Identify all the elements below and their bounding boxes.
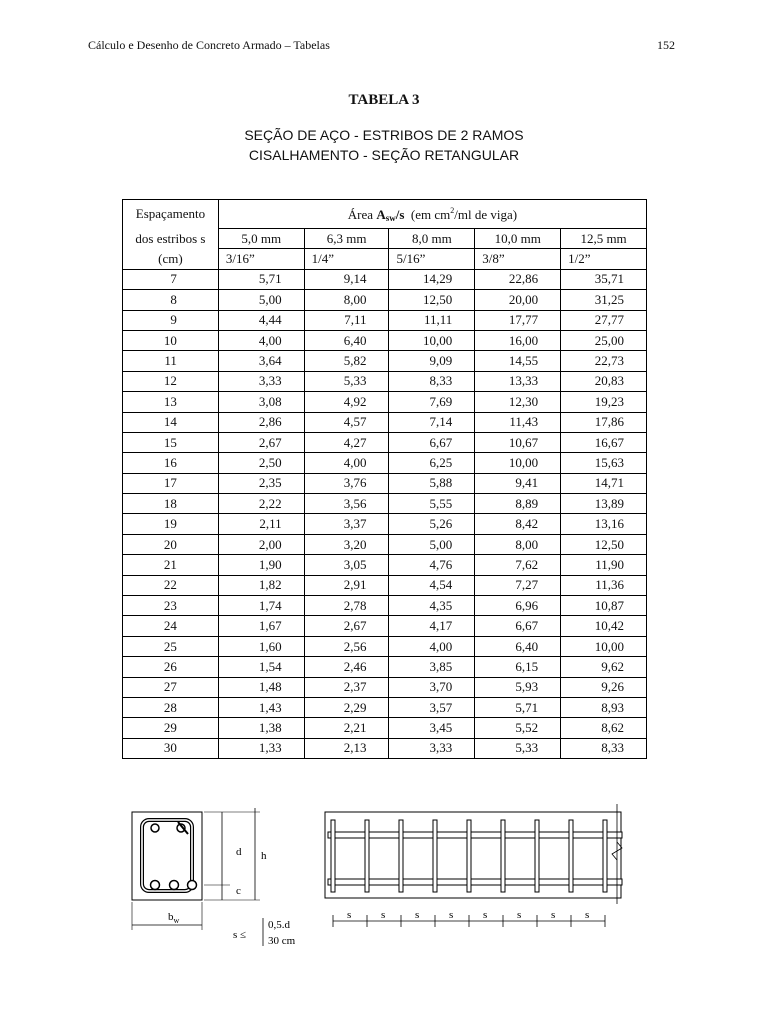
spacing-cell: 11 (123, 351, 219, 371)
spacing-cell: 28 (123, 697, 219, 717)
stirrup-leg (331, 820, 335, 892)
label-c: c (236, 885, 241, 897)
spacing-cell: 24 (123, 616, 219, 636)
spacing-cell: 21 (123, 555, 219, 575)
diameter-mm: 6,3 mm (304, 229, 389, 249)
area-cell: 3,57 (389, 697, 475, 717)
top-longitudinal-bar (328, 832, 622, 838)
bottom-bar (170, 881, 179, 890)
table-row (123, 290, 647, 310)
table-row (123, 534, 647, 554)
label-d: d (236, 846, 242, 858)
limit-half-d: 0,5.d (268, 919, 290, 931)
area-cell: 22,73 (561, 351, 647, 371)
table-row (123, 371, 647, 391)
spacing-cell: 12 (123, 371, 219, 391)
stirrup-leg (569, 820, 573, 892)
top-bar (151, 824, 159, 832)
area-cell: 1,38 (218, 718, 304, 738)
area-cell: 6,67 (475, 616, 561, 636)
spacing-header-line-3: (cm) (123, 249, 219, 269)
area-cell: 14,29 (389, 269, 475, 289)
diameter-inch: 5/16” (389, 249, 475, 269)
area-cell: 3,05 (304, 555, 389, 575)
spacing-cell: 10 (123, 330, 219, 350)
table-row (123, 616, 647, 636)
area-cell: 11,90 (561, 555, 647, 575)
area-cell: 2,46 (304, 657, 389, 677)
spacing-cell: 16 (123, 453, 219, 473)
stirrup-detail-figure (120, 796, 640, 956)
table-row (123, 432, 647, 452)
table-row (123, 473, 647, 493)
diameter-mm: 8,0 mm (389, 229, 475, 249)
area-cell: 6,96 (475, 596, 561, 616)
area-cell: 3,56 (304, 494, 389, 514)
diameter-mm: 12,5 mm (561, 229, 647, 249)
area-cell: 1,74 (218, 596, 304, 616)
area-cell: 1,90 (218, 555, 304, 575)
bottom-longitudinal-bar (328, 879, 622, 885)
area-cell: 2,00 (218, 534, 304, 554)
stirrup-leg (603, 820, 607, 892)
diameter-inch: 3/16” (218, 249, 304, 269)
spacing-header-line-2: dos estribos s (123, 229, 219, 249)
area-cell: 7,62 (475, 555, 561, 575)
area-cell: 14,71 (561, 473, 647, 493)
area-cell: 16,67 (561, 432, 647, 452)
spacing-label: s (449, 909, 454, 921)
area-cell: 2,56 (304, 636, 389, 656)
spacing-cell: 17 (123, 473, 219, 493)
area-cell: 5,26 (389, 514, 475, 534)
table-row (123, 657, 647, 677)
area-cell: 2,35 (218, 473, 304, 493)
spacing-header-line-1: Espaçamento (123, 200, 219, 229)
table-row (123, 677, 647, 697)
area-header (218, 200, 646, 229)
area-cell: 9,09 (389, 351, 475, 371)
area-cell: 8,33 (389, 371, 475, 391)
area-cell: 1,33 (218, 738, 304, 758)
area-symbol: A (376, 206, 386, 222)
area-cell: 25,00 (561, 330, 647, 350)
area-cell: 2,91 (304, 575, 389, 595)
area-cell: 1,54 (218, 657, 304, 677)
area-cell: 6,15 (475, 657, 561, 677)
bottom-bar (151, 881, 160, 890)
area-cell: 2,50 (218, 453, 304, 473)
area-cell: 3,08 (218, 392, 304, 412)
label-bw-main: b (168, 911, 174, 923)
spacing-cell: 14 (123, 412, 219, 432)
area-cell: 15,63 (561, 453, 647, 473)
area-unit-after: /ml de viga) (454, 206, 518, 222)
area-symbol-sub: sw (385, 212, 396, 223)
area-cell: 1,67 (218, 616, 304, 636)
area-cell: 5,71 (475, 697, 561, 717)
area-cell: 3,45 (389, 718, 475, 738)
stirrup-leg (399, 820, 403, 892)
diameter-inch: 3/8” (475, 249, 561, 269)
diameter-inch: 1/2” (561, 249, 647, 269)
area-cell: 1,43 (218, 697, 304, 717)
spacing-cell: 25 (123, 636, 219, 656)
area-cell: 2,67 (304, 616, 389, 636)
area-cell: 11,43 (475, 412, 561, 432)
area-unit-sup: 2 (450, 205, 455, 215)
area-cell: 3,37 (304, 514, 389, 534)
steel-area-table (122, 199, 647, 759)
area-cell: 10,67 (475, 432, 561, 452)
area-cell: 6,67 (389, 432, 475, 452)
table-row (123, 269, 647, 289)
area-cell: 7,11 (304, 310, 389, 330)
table-row (123, 596, 647, 616)
area-cell: 2,13 (304, 738, 389, 758)
spacing-cell: 30 (123, 738, 219, 758)
area-cell: 13,33 (475, 371, 561, 391)
spacing-cell: 18 (123, 494, 219, 514)
area-cell: 1,48 (218, 677, 304, 697)
area-cell: 10,42 (561, 616, 647, 636)
area-cell: 14,55 (475, 351, 561, 371)
area-cell: 2,11 (218, 514, 304, 534)
area-cell: 27,77 (561, 310, 647, 330)
area-cell: 2,67 (218, 432, 304, 452)
running-header: Cálculo e Desenho de Concreto Armado – Tabelas (88, 38, 330, 52)
area-cell: 8,00 (304, 290, 389, 310)
area-cell: 17,77 (475, 310, 561, 330)
area-cell: 5,88 (389, 473, 475, 493)
area-cell: 4,27 (304, 432, 389, 452)
bottom-bar (188, 881, 197, 890)
table-row (123, 514, 647, 534)
area-cell: 10,00 (561, 636, 647, 656)
area-cell: 7,69 (389, 392, 475, 412)
table-row (123, 738, 647, 758)
stirrup-leg (501, 820, 505, 892)
table-subtitle-line-2: CISALHAMENTO - SEÇÃO RETANGULAR (248, 147, 520, 163)
table-row (123, 330, 647, 350)
area-cell: 7,27 (475, 575, 561, 595)
spacing-cell: 7 (123, 269, 219, 289)
spacing-cell: 9 (123, 310, 219, 330)
spacing-label: s (517, 909, 522, 921)
area-cell: 3,33 (218, 371, 304, 391)
area-cell: 8,89 (475, 494, 561, 514)
area-cell: 9,26 (561, 677, 647, 697)
area-cell: 19,23 (561, 392, 647, 412)
area-cell: 3,70 (389, 677, 475, 697)
spacing-cell: 20 (123, 534, 219, 554)
diameter-inch: 1/4” (304, 249, 389, 269)
area-cell: 2,37 (304, 677, 389, 697)
spacing-label: s (551, 909, 556, 921)
spacing-cell: 8 (123, 290, 219, 310)
area-cell: 4,44 (218, 310, 304, 330)
area-cell: 20,83 (561, 371, 647, 391)
spacing-cell: 22 (123, 575, 219, 595)
table-row (123, 718, 647, 738)
table-row (123, 555, 647, 575)
area-cell: 2,86 (218, 412, 304, 432)
area-cell: 12,30 (475, 392, 561, 412)
page-number: 152 (657, 38, 675, 52)
area-cell: 5,93 (475, 677, 561, 697)
area-cell: 31,25 (561, 290, 647, 310)
area-cell: 12,50 (561, 534, 647, 554)
area-cell: 1,82 (218, 575, 304, 595)
area-cell: 5,82 (304, 351, 389, 371)
area-cell: 2,29 (304, 697, 389, 717)
label-bw (168, 911, 180, 925)
area-cell: 3,85 (389, 657, 475, 677)
stirrup-leg (365, 820, 369, 892)
area-cell: 5,55 (389, 494, 475, 514)
area-cell: 2,78 (304, 596, 389, 616)
area-cell: 4,76 (389, 555, 475, 575)
spacing-label: s (415, 909, 420, 921)
table-row (123, 453, 647, 473)
area-cell: 3,64 (218, 351, 304, 371)
area-cell: 17,86 (561, 412, 647, 432)
area-cell: 8,00 (475, 534, 561, 554)
area-cell: 10,00 (389, 330, 475, 350)
area-cell: 11,36 (561, 575, 647, 595)
label-h: h (261, 850, 267, 862)
area-cell: 16,00 (475, 330, 561, 350)
table-row (123, 636, 647, 656)
area-cell: 13,16 (561, 514, 647, 534)
area-cell: 4,00 (218, 330, 304, 350)
table-row (123, 351, 647, 371)
stirrup-leg (433, 820, 437, 892)
area-cell: 3,20 (304, 534, 389, 554)
area-cell: 4,00 (389, 636, 475, 656)
area-cell: 9,41 (475, 473, 561, 493)
area-cell: 7,14 (389, 412, 475, 432)
spacing-cell: 13 (123, 392, 219, 412)
area-cell: 10,00 (475, 453, 561, 473)
area-cell: 2,22 (218, 494, 304, 514)
area-cell: 1,60 (218, 636, 304, 656)
area-cell: 9,62 (561, 657, 647, 677)
stirrup-leg (467, 820, 471, 892)
area-cell: 4,57 (304, 412, 389, 432)
spacing-cell: 27 (123, 677, 219, 697)
spacing-label: s (347, 909, 352, 921)
area-cell: 4,00 (304, 453, 389, 473)
area-cell: 4,17 (389, 616, 475, 636)
spacing-cell: 26 (123, 657, 219, 677)
limit-30cm: 30 cm (268, 935, 296, 947)
spacing-cell: 23 (123, 596, 219, 616)
stirrup-leg (535, 820, 539, 892)
area-symbol-rest: /s (395, 206, 405, 222)
area-cell: 5,33 (304, 371, 389, 391)
area-cell: 8,62 (561, 718, 647, 738)
spacing-cell: 29 (123, 718, 219, 738)
table-title: TABELA 3 (348, 92, 420, 108)
area-cell: 20,00 (475, 290, 561, 310)
area-cell: 10,87 (561, 596, 647, 616)
area-cell: 8,33 (561, 738, 647, 758)
area-cell: 5,71 (218, 269, 304, 289)
area-cell: 3,76 (304, 473, 389, 493)
area-cell: 11,11 (389, 310, 475, 330)
area-cell: 2,21 (304, 718, 389, 738)
spacing-ticks (333, 909, 605, 927)
table-subtitle-line-1: SEÇÃO DE AÇO - ESTRIBOS DE 2 RAMOS (244, 127, 524, 143)
area-cell: 5,33 (475, 738, 561, 758)
diameter-mm: 10,0 mm (475, 229, 561, 249)
area-cell: 5,00 (389, 534, 475, 554)
area-cell: 5,52 (475, 718, 561, 738)
area-cell: 8,42 (475, 514, 561, 534)
table-row (123, 412, 647, 432)
table-row (123, 494, 647, 514)
area-cell: 35,71 (561, 269, 647, 289)
area-cell: 6,40 (475, 636, 561, 656)
spacing-leq: s ≤ (233, 929, 247, 941)
spacing-label: s (381, 909, 386, 921)
spacing-cell: 19 (123, 514, 219, 534)
diameter-mm: 5,0 mm (218, 229, 304, 249)
area-cell: 3,33 (389, 738, 475, 758)
table-row (123, 310, 647, 330)
area-cell: 4,92 (304, 392, 389, 412)
spacing-cell: 15 (123, 432, 219, 452)
table-row (123, 697, 647, 717)
area-cell: 9,14 (304, 269, 389, 289)
table-row (123, 392, 647, 412)
label-bw-sub: w (173, 916, 180, 925)
spacing-label: s (585, 909, 590, 921)
spacing-label: s (483, 909, 488, 921)
area-cell: 13,89 (561, 494, 647, 514)
area-cell: 12,50 (389, 290, 475, 310)
area-cell: 5,00 (218, 290, 304, 310)
area-header-prefix: Área (347, 206, 377, 222)
area-cell: 4,35 (389, 596, 475, 616)
area-cell: 4,54 (389, 575, 475, 595)
area-cell: 8,93 (561, 697, 647, 717)
area-cell: 6,40 (304, 330, 389, 350)
area-unit-before: (em cm (404, 206, 451, 222)
area-cell: 6,25 (389, 453, 475, 473)
table-row (123, 575, 647, 595)
area-cell: 22,86 (475, 269, 561, 289)
